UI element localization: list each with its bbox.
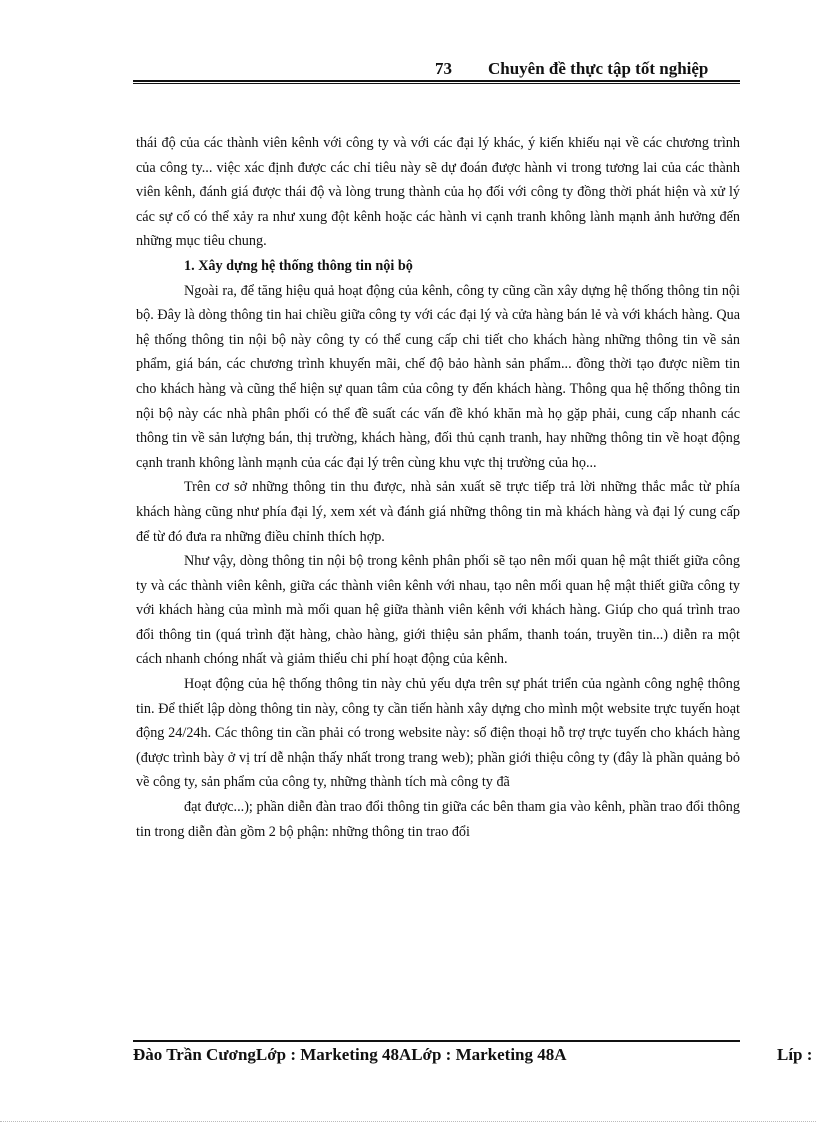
section-heading: 1. Xây dựng hệ thống thông tin nội bộ <box>184 257 413 274</box>
page-bottom-border <box>0 1121 816 1122</box>
paragraph: Trên cơ sở những thông tin thu được, nhà sản xuất sẽ trực tiếp trả lời những thắc mắc từ phía khách hàng cũng như phía đại lý, xem xét và đánh giá những thông tin mà khách hàng và đại lý cung cấp để từ đó đưa ra những điều chỉnh thích hợp. <box>136 479 740 545</box>
paragraph-continued: thái độ của các thành viên kênh với công ty và với các đại lý khác, ý kiến khiếu nại về các chương trình của công ty... việc xác định được các chỉ tiêu này sẽ dự đoán được hành vi trong tương lai của các thành viên kênh, đánh giá được thái độ và lòng trung thành của họ đối với công ty đồng thời phát hiện và xử lý các sự cố có thể xảy ra như xung đột kênh hoặc các hành vi cạnh tranh không lành mạnh ảnh hưởng đến những mục tiêu chung. <box>136 135 740 250</box>
paragraph: Hoạt động của hệ thống thông tin này chủ yếu dựa trên sự phát triển của ngành công nghệ thông tin. Để thiết lập dòng thông tin này, công ty cần tiến hành xây dựng cho mình một website trực tuyến hoạt động 24/24h. Các thông tin cần phải có trong website này: số điện thoại hỗ trợ trực tuyến cho khách hàng (được trình bày ở vị trí dễ nhận thấy nhất trong trang web); phần giới thiệu công ty (đây là phần quảng bỏ về công ty, sản phẩm của công ty, những thành tích mà công ty đã <box>136 676 740 791</box>
paragraph: đạt được...); phần diễn đàn trao đổi thông tin giữa các bên tham gia vào kênh, phần trao đổi thông tin trong diễn đàn gồm 2 bộ phận: những thông tin trao đổi <box>136 799 740 840</box>
page-header <box>133 55 740 79</box>
document-body <box>136 131 740 844</box>
paragraph: Như vậy, dòng thông tin nội bộ trong kênh phân phối sẽ tạo nên mối quan hệ mật thiết giữa công ty và các thành viên kênh, giữa các thành viên kênh với nhau, tạo nên mối quan hệ mật thiết giữa công ty với khách hàng của mình mà mối quan hệ giữa thành viên kênh với khách hàng. Giúp cho quá trình trao đổi thông tin (quá trình đặt hàng, chào hàng, giới thiệu sản phẩm, thanh toán, truyền tin...) diễn ra một cách nhanh chóng nhất và giảm thiểu chi phí hoạt động của kênh. <box>136 553 740 668</box>
page-number: 73 <box>435 59 452 78</box>
footer-rule <box>133 1040 740 1042</box>
header-rule-thin <box>133 83 740 84</box>
header-rule <box>133 80 740 82</box>
header-title: Chuyên đề thực tập tốt nghiệp <box>488 59 709 78</box>
paragraph: Ngoài ra, để tăng hiệu quả hoạt động của kênh, công ty cũng cần xây dựng hệ thống thông tin nội bộ. Đây là dòng thông tin hai chiều giữa công ty với các đại lý và cửa hàng bán lẻ và với khách hàng. Qua hệ thống thông tin nội bộ này công ty có thể cung cấp chi tiết cho khách hàng những thông tin về sản phẩm, giá bán, các chương trình khuyến mãi, chế độ bảo hành sản phẩm... đồng thời tạo được niềm tin cho khách hàng và cũng thể hiện sự quan tâm của công ty đến khách hàng. Thông qua hệ thống thông tin nội bộ này các nhà phân phối có thể đề suất các vấn đề khó khăn mà họ gặp phải, cung cấp nhanh các thông tin về sản lượng bán, thị trường, khách hàng, đối thủ cạnh tranh, hay những thông tin về hoạt động cạnh tranh không lành mạnh của các đại lý trên cùng khu vực thị trường của họ... <box>136 282 740 471</box>
footer-class-label: Líp : <box>777 1045 813 1064</box>
footer-author-class: Đào Trần CươngLớp : Marketing 48ALớp : Marketing 48A <box>133 1045 567 1064</box>
